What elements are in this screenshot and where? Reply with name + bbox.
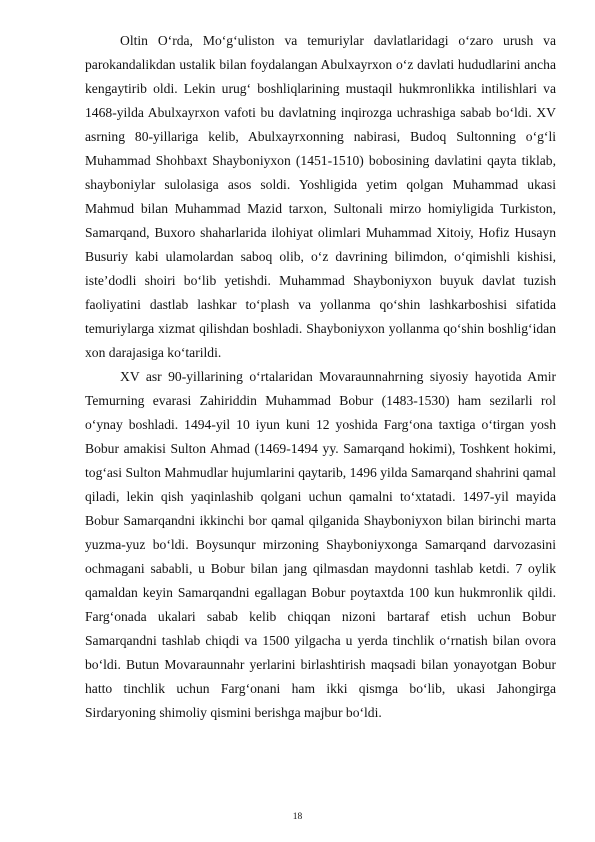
paragraph-1: Oltin O‘rda, Mo‘g‘uliston va temuriylar davlatlaridagi o‘zaro urush va parokandalikdan ustalik bilan foydalangan Abulxayrxon o‘z davlati hududlarini ancha kengaytirib oldi. Lekin urug‘ boshliqlarining mustaqil hukmronlikka intilishlari va 1468-yilda Abulxayrxon vafoti bu davlatning inqirozga uchrashiga sabab bo‘ldi. XV asrning 80-yillariga kelib, Abulxayrxonning nabirasi, Budoq Sultonning o‘g‘li Muhammad Shohbaxt Shayboniyxon (1451-1510) bobosining davlatini qayta tiklab, shayboniylar sulolasiga asos soldi. Yoshligida yetim qolgan Muhammad ukasi Mahmud bilan Muhammad Mazid tarxon, Sultonali mirzo homiyligida Turkiston, Samarqand, Buxoro shaharlarida ilohiyat olimlari Muhammad Xitoiy, Hofiz Husayn Busuriy kabi ulamolardan saboq olib, o‘z davrining bilimdon, o‘qimishli kishisi, iste’dodli shoiri bo‘lib yetishdi. Muhammad Shayboniyxon buyuk davlat tuzish faoliyatini dastlab lashkar to‘plash va yollanma qo‘shin lashkarboshisi sifatida temuriylarga xizmat qilishdan boshladi. Shayboniyxon yollanma qo‘shin boshlig‘idan xon darajasiga ko‘tarildi.: [85, 33, 556, 360]
paragraph-2: XV asr 90-yillarining o‘rtalaridan Movaraunnahrning siyosiy hayotida Amir Temurning evarasi Zahiriddin Muhammad Bobur (1483-1530) ham sezilarli rol o‘ynay boshladi. 1494-yil 10 iyun kuni 12 yoshida Farg‘ona taxtiga o‘tirgan yosh Bobur amakisi Sulton Ahmad (1469-1494 yy. Samarqand hokimi), Toshkent hokimi, tog‘asi Sulton Mahmudlar hujumlarini qaytarib, 1496 yilda Samarqand shahrini qamal qiladi, lekin qish yaqinlashib qolgani uchun qamalni to‘xtatadi. 1497-yil mayida Bobur Samarqandni ikkinchi bor qamal qilganida Shayboniyxon bilan birinchi marta yuzma-yuz bo‘ldi. Boysunqur mirzoning Shayboniyxonga Samarqand darvozasini ochmagani sababli, u Bobur bilan jang qilmasdan maydonni tashlab ketdi. 7 oylik qamaldan keyin Samarqandni egallagan Bobur poytaxtda 100 kun hukmronlik qildi. Farg‘onada ukalari sabab kelib chiqqan nizoni bartaraf etish uchun Bobur Samarqandni tashlab chiqdi va 1500 yilgacha u yerda tinchlik o‘rnatish bilan ovora bo‘ldi. Butun Movaraunnahr yerlarini birlashtirish maqsadi bilan yonayotgan Bobur hatto tinchlik uchun Farg‘onani ham ikki qismga bo‘lib, ukasi Jahongirga Sirdaryoning shimoliy qismini berishga majbur bo‘ldi.: [85, 369, 556, 720]
page-number: 18: [292, 812, 303, 822]
body-text: [85, 29, 556, 725]
